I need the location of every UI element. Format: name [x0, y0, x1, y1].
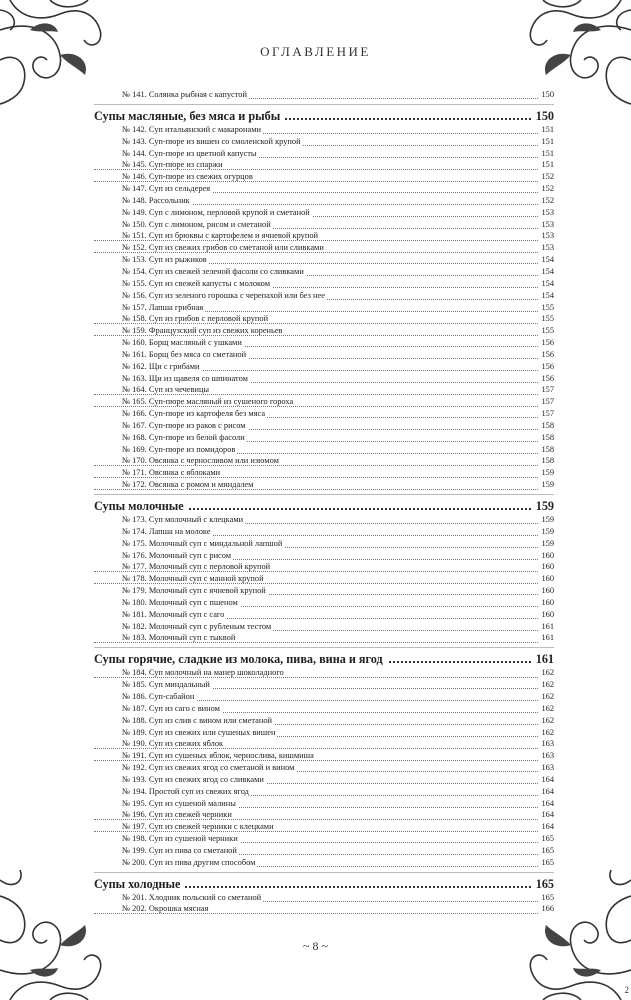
corner-number: 2: [624, 985, 629, 995]
page-ref: 163: [541, 763, 554, 773]
page-ref: 156: [541, 361, 554, 371]
toc-entry[interactable]: [94, 833, 554, 845]
entry-title: № 192. Суп из свежих ягод со сметаной и вином: [94, 763, 296, 772]
toc-entry[interactable]: [94, 266, 554, 278]
entry-title: № 146. Суп-пюре из свежих огурцов: [94, 172, 255, 181]
entry-title: № 147. Суп из сельдерея: [94, 184, 212, 193]
toc-entry[interactable]: [94, 762, 554, 774]
page-ref: 155: [541, 326, 554, 336]
entry-title: № 157. Лапша грибная: [94, 303, 205, 312]
entry-title: № 195. Суп из сушеной малины: [94, 799, 238, 808]
entry-title: № 168. Суп-пюре из белой фасоли: [94, 433, 247, 442]
entry-title: № 161. Борщ без мяса со сметаной: [94, 350, 248, 359]
entry-title: № 188. Суп из слив с вином или сметаной: [94, 716, 274, 725]
toc-entry[interactable]: [94, 621, 554, 633]
page-ref: 162: [541, 715, 554, 725]
toc-entry[interactable]: [94, 821, 554, 833]
page-ref: 151: [541, 148, 554, 158]
entry-title: № 164. Суп из чечевицы: [94, 385, 211, 394]
entry-title: № 179. Молочный суп с ячневой крупой: [94, 586, 268, 595]
entry-title: № 173. Суп молочный с клецками: [94, 515, 245, 524]
toc-entry[interactable]: [94, 230, 554, 242]
toc-entry[interactable]: [94, 550, 554, 562]
toc-entry[interactable]: [94, 219, 554, 231]
entry-title: № 196. Суп из свежей черники: [94, 810, 234, 819]
toc-entry[interactable]: [94, 148, 554, 160]
page-ref: 156: [541, 349, 554, 359]
toc-entry[interactable]: [94, 715, 554, 727]
entry-title: № 151. Суп из брюквы с картофелем и ячневой крупой: [94, 231, 320, 240]
toc-entry[interactable]: [94, 396, 554, 408]
entry-title: № 199. Суп из пива со сметаной: [94, 846, 239, 855]
page-ref: 160: [541, 597, 554, 607]
entry-title: № 183. Молочный суп с тыквой: [94, 633, 237, 642]
toc-entry[interactable]: [94, 786, 554, 798]
page-ref: 151: [541, 136, 554, 146]
toc-entry[interactable]: [94, 609, 554, 621]
entry-title: № 158. Суп из грибов с перловой крупой: [94, 314, 270, 323]
entry-title: № 186. Суп-сабайон: [94, 692, 196, 701]
page-ref: 150: [541, 90, 554, 99]
entry-title: № 174. Лапша на молоке: [94, 527, 212, 536]
toc-entry[interactable]: [94, 467, 554, 479]
page-ref: 159: [541, 526, 554, 536]
toc-entry[interactable]: [94, 361, 554, 373]
toc-entry[interactable]: [94, 679, 554, 691]
toc-entry[interactable]: [94, 278, 554, 290]
page-ref: 165: [541, 857, 554, 867]
page-ref: 158: [541, 456, 554, 466]
page-ref: 163: [541, 739, 554, 749]
page-ref: 156: [541, 373, 554, 383]
entry-title: № 177. Молочный суп с перловой крупой: [94, 562, 272, 571]
toc-entry[interactable]: [94, 159, 554, 171]
section-divider: [94, 872, 554, 873]
entry-title: № 194. Простой суп из свежих ягод: [94, 787, 251, 796]
page-ref: 154: [541, 266, 554, 276]
toc-entry[interactable]: [94, 313, 554, 325]
page-ref: 160: [541, 562, 554, 572]
entry-title: № 162. Щи с грибами: [94, 362, 202, 371]
entry-title: № 153. Суп из рыжиков: [94, 255, 209, 264]
toc-entry[interactable]: [94, 420, 554, 432]
page-ref: 155: [541, 302, 554, 312]
page-title: ОГЛАВЛЕНИЕ: [260, 44, 371, 59]
toc-entry[interactable]: [94, 455, 554, 467]
entry-title: № 172. Овсянка с ромом и миндалем: [94, 480, 255, 489]
page-number: ~ 8 ~: [303, 939, 328, 953]
entry-title: № 166. Суп-пюре из картофеля без мяса: [94, 409, 267, 418]
toc-entry[interactable]: [94, 597, 554, 609]
entry-title: № 171. Овсянка с яблоками: [94, 468, 222, 477]
entry-title: № 189. Суп из свежих или сушеных вишен: [94, 728, 277, 737]
toc-entry[interactable]: [94, 774, 554, 786]
entry-title: № 191. Суп из сушеных яблок, чернослива, кишмиша: [94, 751, 316, 760]
page-ref: 152: [541, 195, 554, 205]
page-ref: 157: [541, 409, 554, 419]
toc-entry[interactable]: [94, 561, 554, 573]
toc-section-heading[interactable]: [94, 876, 554, 892]
page-ref: 159: [541, 480, 554, 490]
toc-entry[interactable]: [94, 727, 554, 739]
entry-title: № 184. Суп молочный на манер шоколадного: [94, 668, 286, 677]
toc-entry[interactable]: [94, 703, 554, 715]
page-ref: 158: [541, 420, 554, 430]
page-ref: 153: [541, 219, 554, 229]
entry-title: № 193. Суп из свежих ягод со сливками: [94, 775, 266, 784]
page-ref: 153: [541, 207, 554, 217]
page-ref: 153: [541, 231, 554, 241]
page-ref: 162: [541, 727, 554, 737]
page-ref: 159: [541, 538, 554, 548]
section-title: Супы горячие, сладкие из молока, пива, вина и ягод: [94, 652, 388, 666]
entry-title: № 200. Суп из пива другим способом: [94, 858, 257, 867]
toc-entry[interactable]: [94, 845, 554, 857]
page-ref: 154: [541, 278, 554, 288]
toc-entry[interactable]: [94, 89, 554, 101]
entry-title: № 185. Суп миндальный: [94, 680, 212, 689]
page-ref: 164: [541, 822, 554, 832]
toc-entry[interactable]: [94, 632, 554, 644]
entry-title: № 202. Окрошка мясная: [94, 904, 210, 913]
toc-entry[interactable]: [94, 479, 554, 491]
page-ref: 165: [541, 845, 554, 855]
page-ref: 163: [541, 751, 554, 761]
toc-entry[interactable]: [94, 254, 554, 266]
page-ref: 157: [541, 385, 554, 395]
toc-entry[interactable]: [94, 384, 554, 396]
page-ref: 165: [541, 834, 554, 844]
page-ref: 154: [541, 255, 554, 265]
page-ref: 151: [541, 124, 554, 134]
toc-entry[interactable]: [94, 798, 554, 810]
entry-title: № 152. Суп из свежих грибов со сметаной или сливками: [94, 243, 326, 252]
page-ref: 162: [541, 668, 554, 678]
entry-title: № 197. Суп из свежей черники с клецками: [94, 822, 276, 831]
page-ref: 164: [541, 786, 554, 796]
page-ref: 165: [533, 876, 554, 892]
page-ref: 164: [541, 774, 554, 784]
entry-title: № 160. Борщ масляный с ушками: [94, 338, 244, 347]
page-ref: 160: [541, 550, 554, 560]
toc-entry[interactable]: [94, 242, 554, 254]
page-ref: 154: [541, 290, 554, 300]
entry-title: № 163. Щи из щавеля со шпинатом: [94, 374, 250, 383]
entry-title: № 187. Суп из саго с вином: [94, 704, 222, 713]
toc-entry[interactable]: [94, 526, 554, 538]
entry-title: № 198. Суп из сушеной черники: [94, 834, 240, 843]
page-ref: 159: [541, 515, 554, 524]
page-ref: 153: [541, 243, 554, 253]
entry-title: № 201. Хлодник польский со сметаной: [94, 893, 263, 902]
entry-title: № 167. Суп-пюре из раков с рисом: [94, 421, 248, 430]
entry-title: № 150. Суп с лимоном, рисом и сметаной: [94, 220, 273, 229]
page-ref: 160: [541, 586, 554, 596]
entry-title: № 190. Суп из свежих яблок: [94, 739, 225, 748]
toc-entry[interactable]: [94, 809, 554, 821]
page-ref: 150: [533, 108, 554, 124]
page-ref: 160: [541, 574, 554, 584]
toc-entry[interactable]: [94, 136, 554, 148]
page-ref: 162: [541, 703, 554, 713]
entry-title: № 145. Суп-пюре из спаржи: [94, 160, 225, 169]
toc-entry[interactable]: [94, 302, 554, 314]
toc-entry[interactable]: [94, 325, 554, 337]
toc-entry[interactable]: [94, 573, 554, 585]
page-ref: 151: [541, 160, 554, 170]
entry-title: № 156. Суп из зеленого горошка с черепахой или без нее: [94, 291, 327, 300]
entry-title: № 178. Молочный суп с манной крупой: [94, 574, 266, 583]
page-ref: 160: [541, 609, 554, 619]
entry-title: № 180. Молочный суп с пшеном: [94, 598, 240, 607]
entry-title: № 149. Суп с лимоном, перловой крупой и сметаной: [94, 208, 312, 217]
toc-entry[interactable]: [94, 750, 554, 762]
toc-entry[interactable]: [94, 857, 554, 869]
entry-title: № 182. Молочный суп с рубленым тестом: [94, 622, 273, 631]
table-of-contents: [94, 89, 554, 915]
page-ref: 152: [541, 184, 554, 194]
entry-title: № 159. Французский суп из свежих кореньев: [94, 326, 285, 335]
toc-entry[interactable]: [94, 903, 554, 915]
page-ref: 162: [541, 691, 554, 701]
section-divider: [94, 647, 554, 648]
page-ref: 166: [541, 904, 554, 914]
toc-entry[interactable]: [94, 183, 554, 195]
entry-title: № 154. Суп из свежей зеленой фасоли со сливками: [94, 267, 306, 276]
toc-entry[interactable]: [94, 408, 554, 420]
page-ref: 156: [541, 338, 554, 348]
section-title: Супы холодные: [94, 877, 185, 891]
entry-title: № 181. Молочный суп с саго: [94, 610, 226, 619]
toc-entry[interactable]: [94, 124, 554, 136]
toc-entry[interactable]: [94, 691, 554, 703]
entry-title: № 169. Суп-пюре из помидоров: [94, 445, 237, 454]
page-ref: 155: [541, 314, 554, 324]
entry-title: № 142. Суп итальянский с макаронами: [94, 125, 263, 134]
toc-entry[interactable]: [94, 585, 554, 597]
toc-entry[interactable]: [94, 667, 554, 679]
toc-entry[interactable]: [94, 337, 554, 349]
entry-title: № 141. Солянка рыбная с капустой: [94, 90, 249, 99]
section-divider: [94, 104, 554, 105]
toc-entry[interactable]: [94, 444, 554, 456]
toc-entry[interactable]: [94, 195, 554, 207]
toc-entry[interactable]: [94, 432, 554, 444]
page-ref: 159: [533, 498, 554, 514]
toc-section-heading[interactable]: [94, 651, 554, 667]
page-ref: 161: [541, 621, 554, 631]
page-ref: 162: [541, 680, 554, 690]
page-ref: 165: [541, 892, 554, 902]
entry-title: № 165. Суп-пюре масляный из сушеного гороха: [94, 397, 295, 406]
entry-title: № 143. Суп-пюре из вишен со смоленской крупой: [94, 137, 303, 146]
page-ref: 158: [541, 432, 554, 442]
toc-entry[interactable]: [94, 514, 554, 526]
page-ref: 157: [541, 397, 554, 407]
entry-title: № 176. Молочный суп с рисом: [94, 551, 233, 560]
entry-title: № 155. Суп из свежей капусты с молоком: [94, 279, 272, 288]
entry-title: № 148. Рассольник: [94, 196, 192, 205]
page-ref: 152: [541, 172, 554, 182]
toc-entry[interactable]: [94, 290, 554, 302]
page-ref: 159: [541, 468, 554, 478]
page-ref: 164: [541, 810, 554, 820]
page-ref: 164: [541, 798, 554, 808]
toc-entry[interactable]: [94, 892, 554, 904]
toc-entry[interactable]: [94, 538, 554, 550]
toc-entry[interactable]: [94, 207, 554, 219]
entry-title: № 170. Овсянка с черносливом или изюмом: [94, 456, 281, 465]
entry-title: № 175. Молочный суп с миндальной лапшой: [94, 539, 284, 548]
page-ref: 158: [541, 444, 554, 454]
page-ref: 161: [541, 633, 554, 643]
entry-title: № 144. Суп-пюре из цветной капусты: [94, 149, 259, 158]
page-ref: 161: [533, 651, 554, 667]
section-title: Супы молочные: [94, 499, 189, 513]
toc-section-heading[interactable]: [94, 498, 554, 514]
toc-entry[interactable]: [94, 171, 554, 183]
toc-entry[interactable]: [94, 349, 554, 361]
section-title: Супы масляные, без мяса и рыбы: [94, 109, 285, 123]
toc-entry[interactable]: [94, 373, 554, 385]
toc-entry[interactable]: [94, 738, 554, 750]
section-divider: [94, 494, 554, 495]
toc-section-heading[interactable]: [94, 108, 554, 124]
